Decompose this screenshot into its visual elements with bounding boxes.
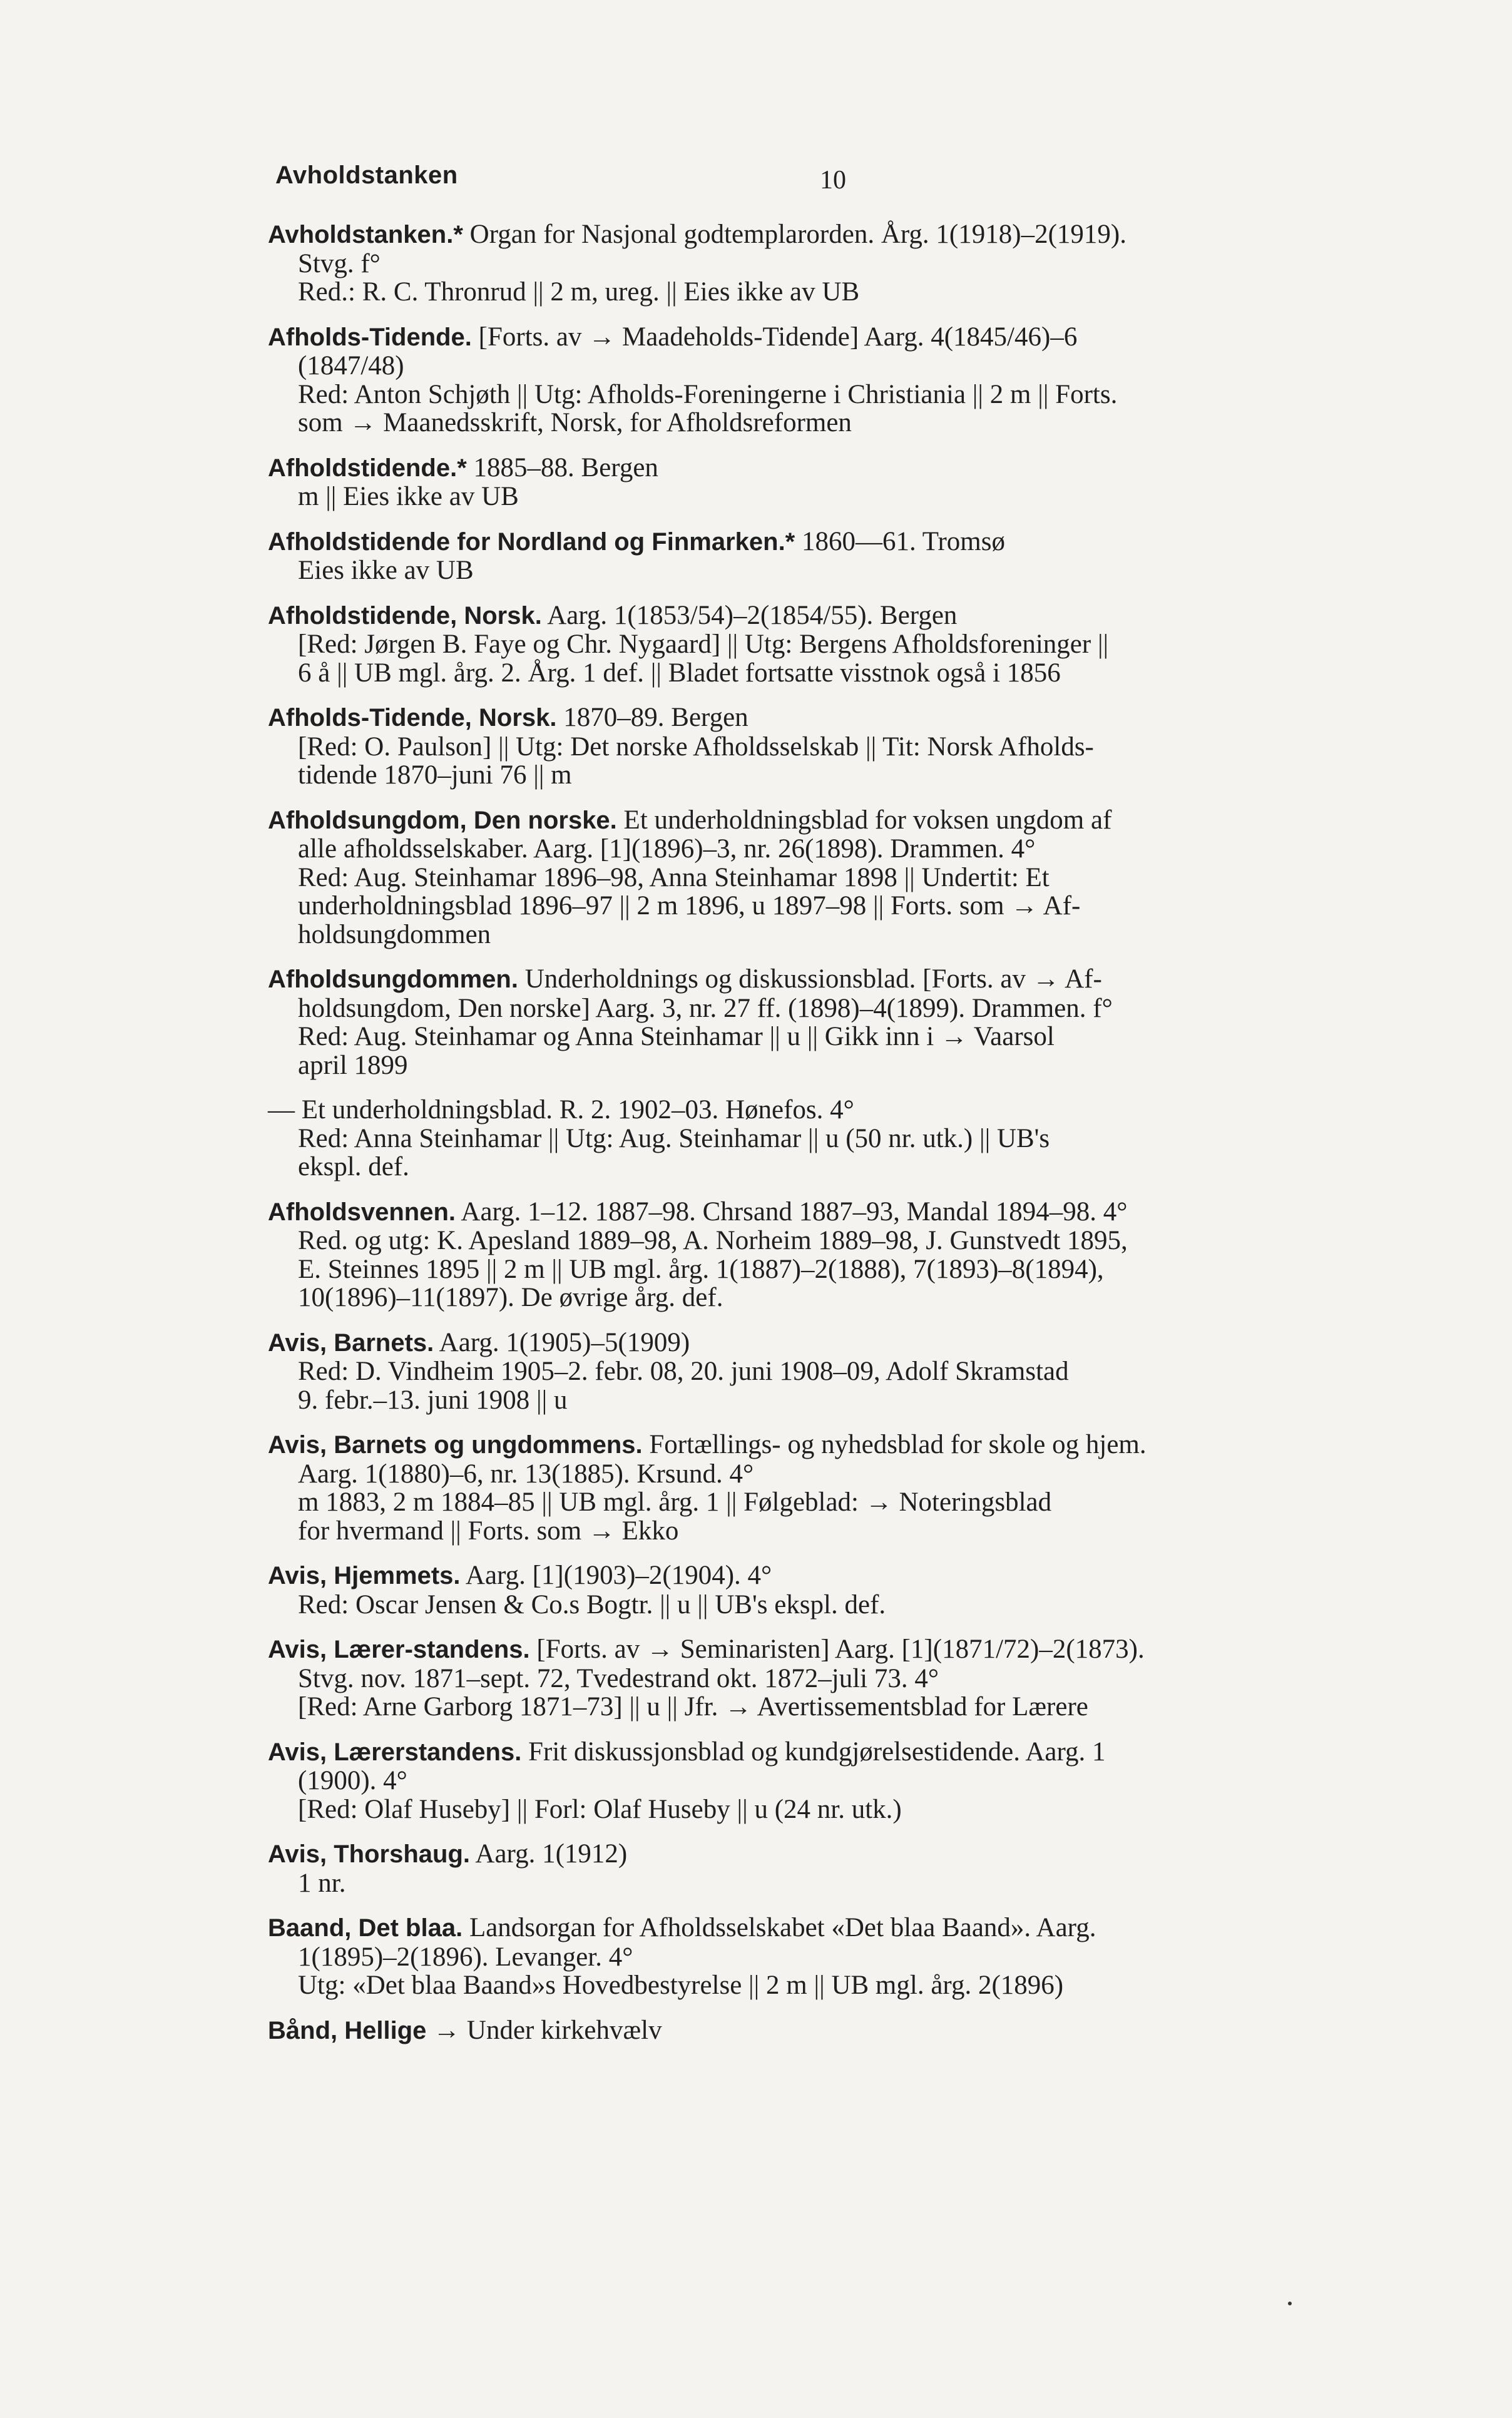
entry-first-line xyxy=(268,601,1394,631)
entry-continuation-line: tidende 1870–juni 76 || m xyxy=(298,760,572,790)
entry-first-line xyxy=(268,220,1394,250)
entry-first-line xyxy=(268,528,1394,557)
entry-first-line xyxy=(268,1738,1394,1767)
entry-continuation-line: 1(1895)–2(1896). Levanger. 4° xyxy=(298,1942,633,1972)
entry-continuation-line: Eies ikke av UB xyxy=(298,556,474,585)
entry-text: 1860—61. Tromsø xyxy=(795,526,1005,556)
entry-continuation-line: underholdningsblad 1896–97 || 2 m 1896, u 1897–98 || Forts. som → Af- xyxy=(298,891,1081,921)
entry-continuation-line: 9. febr.–13. juni 1908 || u xyxy=(298,1385,568,1415)
entry-continuation-line: Red. og utg: K. Apesland 1889–98, A. Norheim 1889–98, J. Gunstvedt 1895, xyxy=(298,1226,1128,1255)
entry-first-line xyxy=(268,323,1394,352)
entry-headword: Bånd, Hellige xyxy=(268,2016,427,2044)
entry-headword: Afholdsvennen. xyxy=(268,1198,456,1226)
catalog-entry xyxy=(268,220,1394,307)
entry-text: — Et underholdningsblad. R. 2. 1902–03. Hønefos. 4° xyxy=(268,1095,854,1125)
catalog-entry xyxy=(268,454,1394,511)
entry-continuation-line: [Red: Olaf Huseby] || Forl: Olaf Huseby || u (24 nr. utk.) xyxy=(298,1794,902,1824)
entry-continuation-line: Red: D. Vindheim 1905–2. febr. 08, 20. juni 1908–09, Adolf Skramstad xyxy=(298,1357,1069,1386)
catalog-entry xyxy=(268,528,1394,585)
entry-continuation-line: som → Maanedsskrift, Norsk, for Afholdsreformen xyxy=(298,408,852,437)
entry-text: Frit diskussjonsblad og kundgjørelsestidende. Aarg. 1 xyxy=(521,1737,1106,1767)
entry-headword: Afholdsungdom, Den norske. xyxy=(268,806,617,834)
catalog-entry xyxy=(268,1431,1394,1545)
entry-continuation-line: (1847/48) xyxy=(298,351,404,380)
entry-first-line xyxy=(268,1914,1394,1943)
entry-headword: Avis, Barnets. xyxy=(268,1329,434,1357)
entry-first-line xyxy=(268,806,1394,835)
entry-headword: Avis, Lærer-standens. xyxy=(268,1636,530,1663)
entry-continuation-line: april 1899 xyxy=(298,1050,408,1080)
entry-text: [Forts. av → Seminaristen] Aarg. [1](1871/72)–2(1873). xyxy=(529,1635,1145,1664)
entry-text: Aarg. 1(1912) xyxy=(470,1839,628,1869)
entry-headword: Afholdsungdommen. xyxy=(268,966,518,993)
entry-first-line xyxy=(268,454,1394,483)
entry-headword: Afholds-Tidende, Norsk. xyxy=(268,704,557,732)
catalog-entry xyxy=(268,1635,1394,1722)
catalog-entry xyxy=(268,1096,1394,1181)
catalog-entry xyxy=(268,601,1394,688)
entry-continuation-line: Red: Aug. Steinhamar 1896–98, Anna Steinhamar 1898 || Undertit: Et xyxy=(298,862,1050,892)
entry-headword: Avis, Thorshaug. xyxy=(268,1840,471,1868)
entry-first-line xyxy=(268,1561,1394,1591)
running-head: Avholdstanken xyxy=(275,161,458,189)
catalog-entry xyxy=(268,1329,1394,1415)
speck-mark xyxy=(1288,2302,1292,2305)
entry-text: Aarg. [1](1903)–2(1904). 4° xyxy=(460,1561,772,1590)
entry-continuation-line: [Red: O. Paulson] || Utg: Det norske Afholdsselskab || Tit: Norsk Afholds- xyxy=(298,732,1094,762)
entry-headword: Avis, Lærerstandens. xyxy=(268,1738,522,1766)
entry-text: Landsorgan for Afholdsselskabet «Det blaa Baand». Aarg. xyxy=(462,1913,1096,1942)
entry-continuation-line: [Red: Jørgen B. Faye og Chr. Nygaard] || Utg: Bergens Afholdsforeninger || xyxy=(298,630,1109,659)
catalog-entry xyxy=(268,806,1394,949)
entry-headword: Baand, Det blaa. xyxy=(268,1914,463,1942)
entry-headword: Afholdstidende for Nordland og Finmarken.* xyxy=(268,528,795,556)
page-number: 10 xyxy=(820,166,846,195)
entry-text: → Under kirkehvælv xyxy=(426,2015,662,2045)
catalog-entry xyxy=(268,703,1394,790)
entry-headword: Afholdstidende.* xyxy=(268,454,467,482)
entry-text: 1885–88. Bergen xyxy=(466,452,658,482)
catalog-entry xyxy=(268,1840,1394,1897)
entry-continuation-line: [Red: Arne Garborg 1871–73] || u || Jfr. → Avertissementsblad for Lærere xyxy=(298,1692,1088,1722)
entry-continuation-line: Utg: «Det blaa Baand»s Hovedbestyrelse || 2 m || UB mgl. årg. 2(1896) xyxy=(298,1971,1064,2000)
entry-first-line xyxy=(268,1635,1394,1665)
entry-continuation-line: holdsungdommen xyxy=(298,919,491,949)
entry-text: Organ for Nasjonal godtemplarorden. Årg. 1(1918)–2(1919). xyxy=(462,220,1126,249)
entry-text: Aarg. 1(1853/54)–2(1854/55). Bergen xyxy=(541,600,958,630)
entry-text: Et underholdningsblad for voksen ungdom af xyxy=(616,805,1112,835)
entry-continuation-line: Aarg. 1(1880)–6, nr. 13(1885). Krsund. 4° xyxy=(298,1459,754,1489)
entry-headword: Afholdstidende, Norsk. xyxy=(268,601,542,630)
entry-headword: Avholdstanken.* xyxy=(268,221,463,248)
catalog-entry xyxy=(268,1914,1394,2000)
entry-first-line xyxy=(268,1096,1394,1125)
entry-continuation-line: (1900). 4° xyxy=(298,1766,407,1795)
entry-text: Fortællings- og nyhedsblad for skole og hjem. xyxy=(642,1430,1147,1459)
entry-continuation-line: alle afholdsselskaber. Aarg. [1](1896)–3, nr. 26(1898). Drammen. 4° xyxy=(298,834,1036,864)
entry-headword: Avis, Hjemmets. xyxy=(268,1562,461,1589)
entry-continuation-line: 10(1896)–11(1897). De øvrige årg. def. xyxy=(298,1283,723,1312)
entry-continuation-line: m || Eies ikke av UB xyxy=(298,482,519,511)
entry-first-line xyxy=(268,1431,1394,1460)
entry-continuation-line: Red: Anna Steinhamar || Utg: Aug. Steinhamar || u (50 nr. utk.) || UB's xyxy=(298,1123,1050,1153)
entry-continuation-line: ekspl. def. xyxy=(298,1152,409,1181)
entry-continuation-line: E. Steinnes 1895 || 2 m || UB mgl. årg. 1(1887)–2(1888), 7(1893)–8(1894), xyxy=(298,1254,1104,1284)
entry-continuation-line: holdsungdom, Den norske] Aarg. 3, nr. 27 ff. (1898)–4(1899). Drammen. f° xyxy=(298,993,1113,1023)
entry-continuation-line: for hvermand || Forts. som → Ekko xyxy=(298,1516,679,1546)
entry-text: Underholdnings og diskussionsblad. [Forts. av → Af- xyxy=(518,964,1102,994)
entry-text: 1870–89. Bergen xyxy=(556,703,748,732)
entry-continuation-line: Red.: R. C. Thronrud || 2 m, ureg. || Eies ikke av UB xyxy=(298,277,860,307)
entry-continuation-line: Red: Oscar Jensen & Co.s Bogtr. || u || UB's ekspl. def. xyxy=(298,1589,886,1620)
entry-continuation-line: Stvg. f° xyxy=(298,248,381,278)
entry-headword: Afholds-Tidende. xyxy=(268,323,472,351)
entry-first-line xyxy=(268,1329,1394,1358)
entry-first-line xyxy=(268,1198,1394,1227)
catalog-entry xyxy=(268,965,1394,1079)
catalog-entry xyxy=(268,2016,1394,2046)
entry-continuation-line: 1 nr. xyxy=(298,1868,346,1898)
entry-first-line xyxy=(268,703,1394,733)
entry-continuation-line: Red: Aug. Steinhamar og Anna Steinhamar || u || Gikk inn i → Vaarsol xyxy=(298,1022,1055,1051)
catalog-entry xyxy=(268,1738,1394,1824)
entry-text: Aarg. 1(1905)–5(1909) xyxy=(434,1327,690,1357)
catalog-entry xyxy=(268,1198,1394,1312)
entry-continuation-line: Red: Anton Schjøth || Utg: Afholds-Foreningerne i Christiania || 2 m || Forts. xyxy=(298,379,1118,409)
entry-first-line xyxy=(268,1840,1394,1869)
entry-text: Aarg. 1–12. 1887–98. Chrsand 1887–93, Mandal 1894–98. 4° xyxy=(456,1196,1128,1227)
entry-continuation-line: m 1883, 2 m 1884–85 || UB mgl. årg. 1 || Følgeblad: → Noteringsblad xyxy=(298,1487,1052,1517)
entry-text: [Forts. av → Maadeholds-Tidende] Aarg. 4(1845/46)–6 xyxy=(471,322,1078,352)
entry-first-line xyxy=(268,2016,1394,2046)
catalog-entry xyxy=(268,1561,1394,1619)
entry-continuation-line: 6 å || UB mgl. årg. 2. Årg. 1 def. || Bladet fortsatte visstnok også i 1856 xyxy=(298,658,1061,688)
entry-continuation-line: Stvg. nov. 1871–sept. 72, Tvedestrand okt. 1872–juli 73. 4° xyxy=(298,1663,939,1693)
entry-headword: Avis, Barnets og ungdommens. xyxy=(268,1431,643,1459)
entry-list xyxy=(268,220,1394,2061)
entry-first-line xyxy=(268,965,1394,994)
catalog-entry xyxy=(268,323,1394,437)
